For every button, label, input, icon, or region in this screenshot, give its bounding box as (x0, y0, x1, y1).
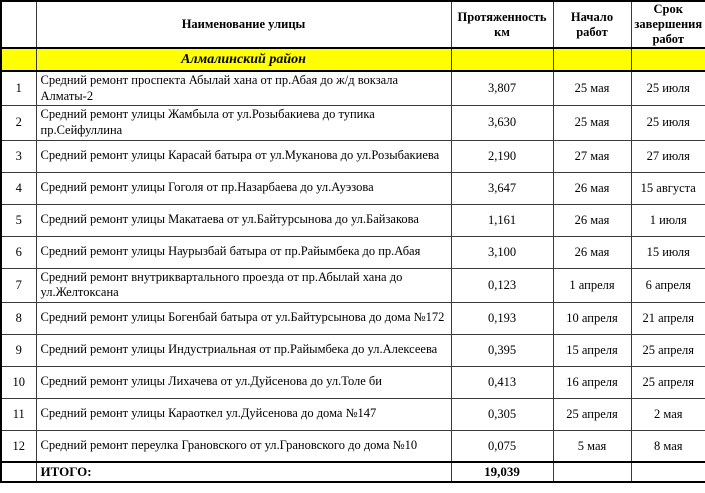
length-cell: 1,161 (451, 204, 553, 236)
start-date-cell: 25 мая (553, 106, 631, 140)
district-row (1, 48, 705, 71)
table-row (1, 106, 705, 140)
row-number-cell: 5 (1, 204, 36, 236)
end-date-cell: 25 июля (631, 106, 705, 140)
length-cell: 3,647 (451, 172, 553, 204)
end-date-cell: 6 апреля (631, 268, 705, 302)
total-empty-cell (1, 462, 36, 482)
end-date-cell: 25 апреля (631, 366, 705, 398)
table-row (1, 172, 705, 204)
table-row (1, 430, 705, 462)
street-cell: Средний ремонт улицы Богенбай батыра от ул.Байтурсынова до дома №172 (36, 302, 451, 334)
length-cell: 3,630 (451, 106, 553, 140)
row-number-cell: 10 (1, 366, 36, 398)
end-date-cell: 8 мая (631, 430, 705, 462)
row-number-cell: 2 (1, 106, 36, 140)
total-empty-cell (553, 462, 631, 482)
table-row (1, 140, 705, 172)
row-number-cell: 11 (1, 398, 36, 430)
table-row (1, 71, 705, 106)
district-empty-cell (631, 48, 705, 71)
row-number-cell: 9 (1, 334, 36, 366)
start-date-cell: 25 мая (553, 71, 631, 106)
street-cell: Средний ремонт улицы Индустриальная от пр.Райымбека до ул.Алексеева (36, 334, 451, 366)
total-length-value: 19,039 (451, 462, 553, 482)
row-number-cell: 1 (1, 71, 36, 106)
street-cell: Средний ремонт улицы Караоткел ул.Дуйсенова до дома №147 (36, 398, 451, 430)
end-date-cell: 25 апреля (631, 334, 705, 366)
length-cell: 2,190 (451, 140, 553, 172)
start-date-cell: 25 апреля (553, 398, 631, 430)
end-date-cell: 2 мая (631, 398, 705, 430)
street-cell: Средний ремонт проспекта Абылай хана от пр.Абая до ж/д вокзала Алматы-2 (36, 71, 451, 106)
row-number-cell: 3 (1, 140, 36, 172)
row-number-cell: 4 (1, 172, 36, 204)
length-cell: 0,123 (451, 268, 553, 302)
row-number-cell: 12 (1, 430, 36, 462)
table-row (1, 366, 705, 398)
total-row (1, 462, 705, 482)
length-cell: 0,395 (451, 334, 553, 366)
street-cell: Средний ремонт улицы Наурызбай батыра от пр.Райымбека до пр.Абая (36, 236, 451, 268)
table-row (1, 302, 705, 334)
col-header-number (1, 1, 36, 48)
total-empty-cell (631, 462, 705, 482)
table-row (1, 204, 705, 236)
start-date-cell: 10 апреля (553, 302, 631, 334)
end-date-cell: 15 июля (631, 236, 705, 268)
table-header (1, 1, 705, 48)
start-date-cell: 26 мая (553, 172, 631, 204)
start-date-cell: 16 апреля (553, 366, 631, 398)
length-cell: 0,305 (451, 398, 553, 430)
street-cell: Средний ремонт улицы Гоголя от пр.Назарбаева до ул.Ауэзова (36, 172, 451, 204)
length-cell: 0,075 (451, 430, 553, 462)
end-date-cell: 21 апреля (631, 302, 705, 334)
start-date-cell: 26 мая (553, 204, 631, 236)
row-number-cell: 7 (1, 268, 36, 302)
street-cell: Средний ремонт внутриквартального проезда от пр.Абылай хана до ул.Желтоксана (36, 268, 451, 302)
start-date-cell: 15 апреля (553, 334, 631, 366)
length-cell: 0,193 (451, 302, 553, 334)
length-cell: 3,100 (451, 236, 553, 268)
table-row (1, 334, 705, 366)
end-date-cell: 1 июля (631, 204, 705, 236)
street-cell: Средний ремонт переулка Грановского от ул.Грановского до дома №10 (36, 430, 451, 462)
start-date-cell: 5 мая (553, 430, 631, 462)
col-header-street: Наименование улицы (36, 1, 451, 48)
district-empty-cell (1, 48, 36, 71)
start-date-cell: 1 апреля (553, 268, 631, 302)
district-empty-cell (553, 48, 631, 71)
district-title: Алмалинский район (36, 48, 451, 71)
table-row (1, 398, 705, 430)
start-date-cell: 27 мая (553, 140, 631, 172)
street-cell: Средний ремонт улицы Макатаева от ул.Байтурсынова до ул.Байзакова (36, 204, 451, 236)
length-cell: 3,807 (451, 71, 553, 106)
col-header-end: Срок завершения работ (631, 1, 705, 48)
end-date-cell: 25 июля (631, 71, 705, 106)
street-cell: Средний ремонт улицы Лихачева от ул.Дуйсенова до ул.Толе би (36, 366, 451, 398)
table-body (1, 48, 705, 482)
table-row (1, 236, 705, 268)
district-empty-cell (451, 48, 553, 71)
col-header-length: Протяженность км (451, 1, 553, 48)
street-cell: Средний ремонт улицы Жамбыла от ул.Розыбакиева до тупика пр.Сейфуллина (36, 106, 451, 140)
street-cell: Средний ремонт улицы Карасай батыра от ул.Муканова до ул.Розыбакиева (36, 140, 451, 172)
total-label: ИТОГО: (36, 462, 451, 482)
row-number-cell: 8 (1, 302, 36, 334)
end-date-cell: 15 августа (631, 172, 705, 204)
start-date-cell: 26 мая (553, 236, 631, 268)
header-row (1, 1, 705, 48)
row-number-cell: 6 (1, 236, 36, 268)
length-cell: 0,413 (451, 366, 553, 398)
end-date-cell: 27 июля (631, 140, 705, 172)
table-row (1, 268, 705, 302)
col-header-start: Начало работ (553, 1, 631, 48)
